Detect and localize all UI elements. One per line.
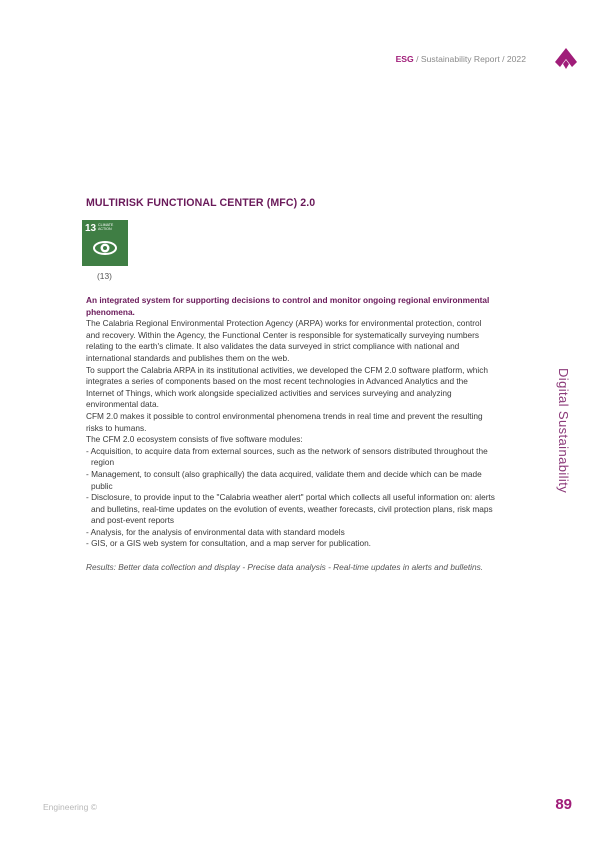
sdg-13-badge — [82, 220, 128, 266]
header-report-title: / Sustainability Report / 2022 — [413, 54, 526, 64]
results-text: Results: Better data collection and display - Precise data analysis - Real-time updates in alerts and bulletins. — [86, 562, 484, 573]
side-label-text: Digital Sustainability — [556, 368, 571, 494]
module-item: - Disclosure, to provide input to the "Calabria weather alert" portal which collects all useful information on: alerts and bulletins, real-time updates on the evolution of events, weather forecasts, civil protection plans, risk maps and post-event reports — [86, 492, 495, 526]
header-esg: ESG — [395, 54, 414, 64]
sdg-label: CLIMATE ACTION — [98, 223, 114, 232]
paragraph: The CFM 2.0 ecosystem consists of five software modules: — [86, 434, 303, 445]
page-number: 89 — [555, 796, 572, 813]
sdg-caption: (13) — [97, 271, 112, 281]
report-header — [396, 54, 526, 64]
eye-globe-icon — [93, 237, 117, 259]
module-item: - Acquisition, to acquire data from external sources, such as the network of sensors distributed throughout the region — [86, 445, 488, 468]
section-title: MULTIRISK FUNCTIONAL CENTER (MFC) 2.0 — [86, 197, 316, 209]
paragraph: The Calabria Regional Environmental Protection Agency (ARPA) works for environmental protection, control and recovery. Within the Agency, the Functional Center is responsible for systematically surveying numbers relating to the earth's climate. It also validates the data surveyed in strict compliance with national and international standards and publishes them on the web. — [86, 318, 482, 363]
company-logo-icon — [554, 47, 578, 71]
sdg-number: 13 — [85, 223, 97, 234]
lead-paragraph: An integrated system for supporting decisions to control and monitor ongoing regional environmental phenomena. — [86, 295, 490, 317]
paragraph: To support the Calabria ARPA in its institutional activities, we developed the CFM 2.0 software platform, which integrates a series of components based on the most recent technologies in Advanced Analytics and the Internet of Things, which work alongside specialized activities and services surveying and analyzing environmental data. — [86, 364, 488, 410]
footer-company: Engineering © — [43, 802, 97, 812]
module-item: - Analysis, for the analysis of environmental data with standard models — [86, 526, 345, 537]
article-body — [86, 295, 496, 574]
paragraph: CFM 2.0 makes it possible to control environmental phenomena trends in real time and prevent the resulting risks to humans. — [86, 410, 483, 433]
module-item: - GIS, or a GIS web system for consultation, and a map server for publication. — [86, 538, 371, 549]
side-section-label — [556, 368, 572, 494]
module-item: - Management, to consult (also graphically) the data acquired, validate them and decide which can be made public — [86, 468, 482, 491]
